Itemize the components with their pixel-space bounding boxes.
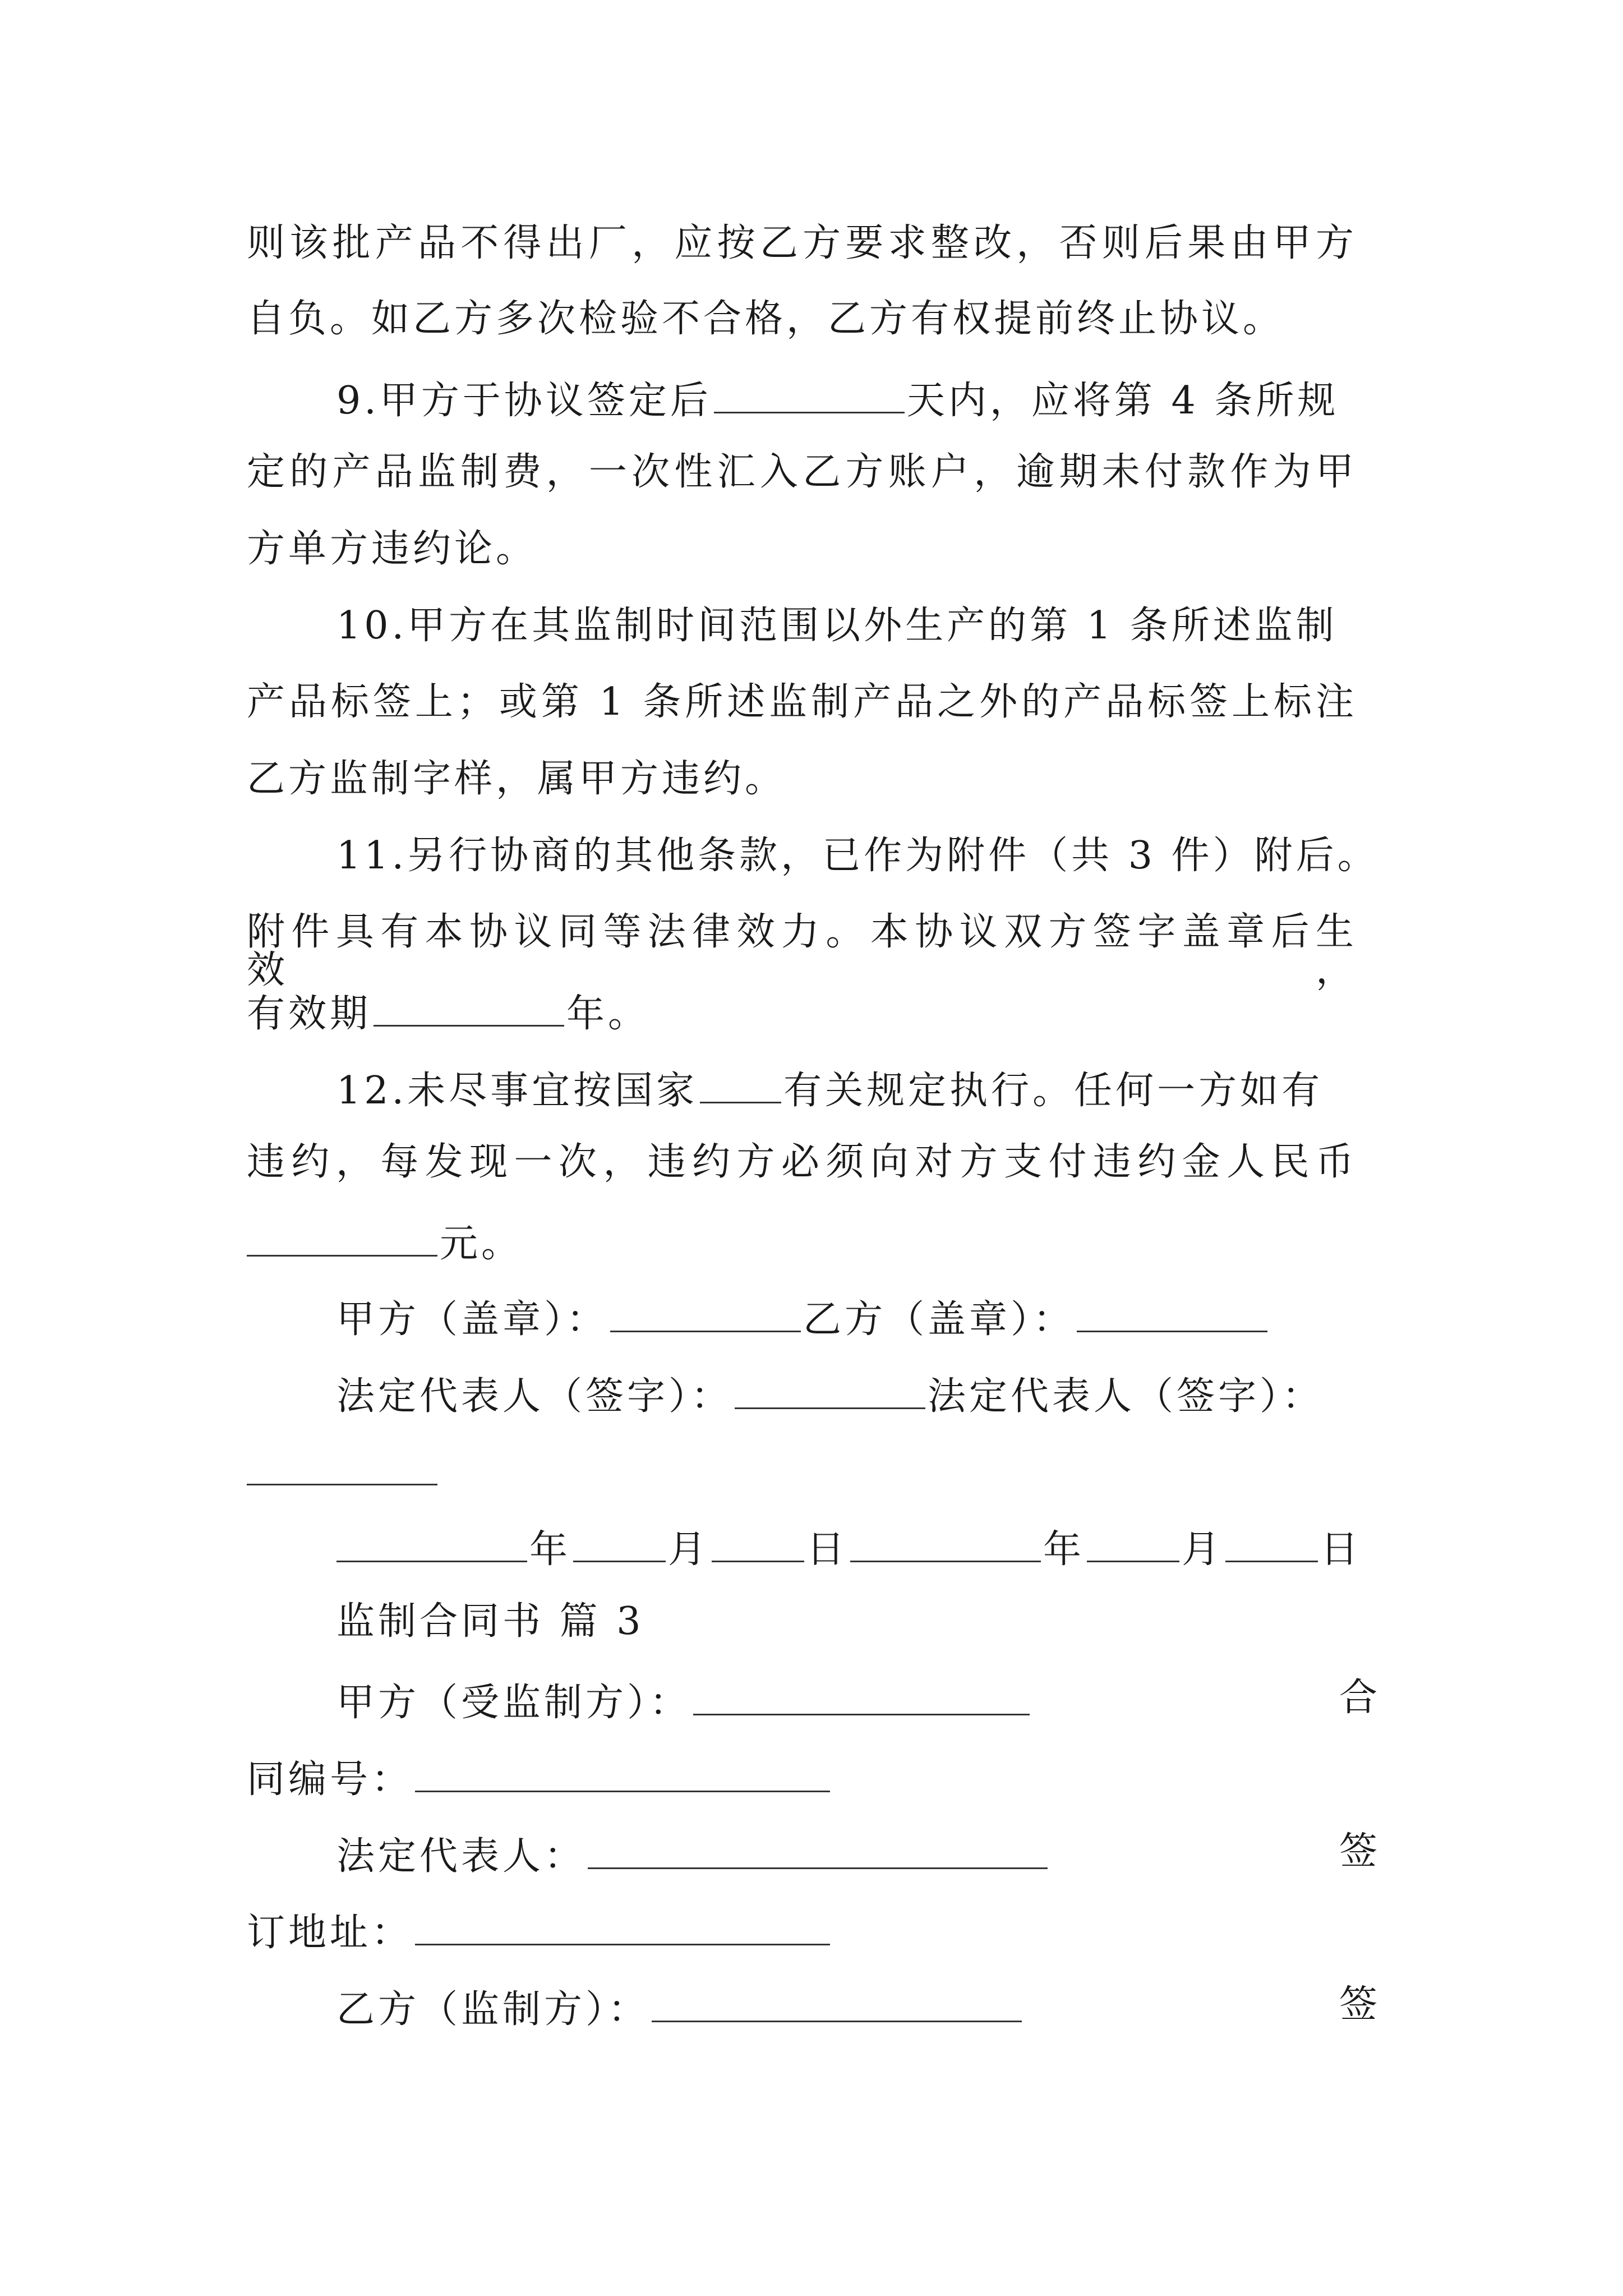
clause-11-text-a: 有效期 <box>247 992 372 1036</box>
clause-8-line-1: 则该批产品不得出厂，应按乙方要求整改，否则后果由甲方 <box>247 221 1357 265</box>
month-a-label: 月 <box>668 1527 710 1572</box>
year-b-label: 年 <box>1043 1527 1085 1572</box>
penalty-amount-blank <box>247 1220 437 1257</box>
party-b-blank <box>652 1986 1022 2022</box>
regulation-blank <box>700 1067 781 1103</box>
legal-rep-b-blank-line <box>247 1449 440 1492</box>
clause-9-text-b: 天内，应将第 4 条所规 <box>906 379 1339 423</box>
sign-addr-line <box>247 1909 832 1955</box>
clause-11-line-2: 附件具有本协议同等法律效力。本协议双方签字盖章后生效， <box>247 910 1357 992</box>
clause-8-line-2: 自负。如乙方多次检验不合格，乙方有权提前终止协议。 <box>247 297 1285 341</box>
party-b-line <box>336 1986 1024 2032</box>
party-a-seal-blank <box>610 1296 801 1332</box>
day-b-blank <box>1225 1526 1318 1562</box>
validity-blank <box>374 990 564 1027</box>
sign-addr-label: 订地址： <box>247 1911 413 1955</box>
clause-11-line-1: 11.另行协商的其他条款，已作为附件（共 3 件）附后。 <box>336 834 1379 878</box>
clause-9-line-2: 定的产品监制费，一次性汇入乙方账户，逾期未付款作为甲 <box>247 450 1357 494</box>
clause-11-text-b: 年。 <box>566 992 650 1036</box>
legal-rep-blank <box>588 1833 1048 1869</box>
legal-rep-line-3 <box>336 1833 1050 1879</box>
day-b-label: 日 <box>1320 1527 1362 1572</box>
contract-no-char: 合 <box>1339 1676 1378 1720</box>
year-a-blank <box>336 1526 527 1562</box>
clause-11-line-3 <box>247 990 650 1036</box>
seal-line <box>336 1296 1270 1342</box>
day-a-blank <box>712 1526 804 1562</box>
clause-12-line-1 <box>336 1067 1324 1113</box>
party-b-seal-label: 乙方（盖章）： <box>803 1297 1075 1342</box>
legal-rep-a-blank <box>735 1373 925 1409</box>
party-a-seal-label: 甲方（盖章）： <box>336 1297 608 1342</box>
days-blank <box>714 377 905 413</box>
party-b-seal-blank <box>1077 1296 1267 1332</box>
legal-rep-line <box>336 1373 1324 1419</box>
date-line <box>336 1526 1362 1572</box>
sign-addr-char: 签 <box>1339 1829 1378 1874</box>
sign-addr-blank <box>415 1909 830 1945</box>
clause-12-text-c: 元。 <box>440 1222 523 1266</box>
clause-12-line-3 <box>247 1220 523 1266</box>
clause-9-line-3: 方单方违约论。 <box>247 527 538 571</box>
party-a-line <box>336 1679 1032 1725</box>
contract-no-blank <box>415 1756 830 1792</box>
clause-12-line-2: 违约，每发现一次，违约方必须向对方支付违约金人民币 <box>247 1140 1357 1184</box>
clause-12-text-a: 12.未尽事宜按国家 <box>336 1069 698 1113</box>
clause-9-text-a: 9.甲方于协议签定后 <box>336 379 712 423</box>
legal-rep-b-label: 法定代表人（签字）： <box>928 1374 1324 1419</box>
clause-10-line-3: 乙方监制字样，属甲方违约。 <box>247 757 787 801</box>
month-b-blank <box>1087 1526 1179 1562</box>
day-a-label: 日 <box>806 1527 849 1572</box>
clause-9-line-1 <box>336 377 1339 423</box>
legal-rep-a-label: 法定代表人（签字）： <box>336 1374 733 1419</box>
contract-3-heading: 监制合同书 篇 3 <box>336 1599 644 1644</box>
party-a-label: 甲方（受监制方）： <box>336 1681 691 1725</box>
legal-rep-b-blank <box>247 1449 437 1485</box>
contract-no-label: 同编号： <box>247 1757 413 1802</box>
year-b-blank <box>850 1526 1041 1562</box>
month-b-label: 月 <box>1182 1527 1224 1572</box>
party-b-label: 乙方（监制方）： <box>336 1987 650 2032</box>
contract-no-line <box>247 1756 832 1802</box>
sign-char: 签 <box>1339 1982 1378 2027</box>
party-a-blank <box>693 1679 1030 1715</box>
clause-10-line-1: 10.甲方在其监制时间范围以外生产的第 1 条所述监制 <box>336 604 1338 648</box>
clause-10-line-2: 产品标签上；或第 1 条所述监制产品之外的产品标签上标注 <box>247 680 1357 724</box>
clause-12-text-b: 有关规定执行。任何一方如有 <box>783 1069 1324 1113</box>
month-a-blank <box>573 1526 666 1562</box>
year-a-label: 年 <box>529 1527 571 1572</box>
legal-rep-label: 法定代表人： <box>336 1834 586 1879</box>
